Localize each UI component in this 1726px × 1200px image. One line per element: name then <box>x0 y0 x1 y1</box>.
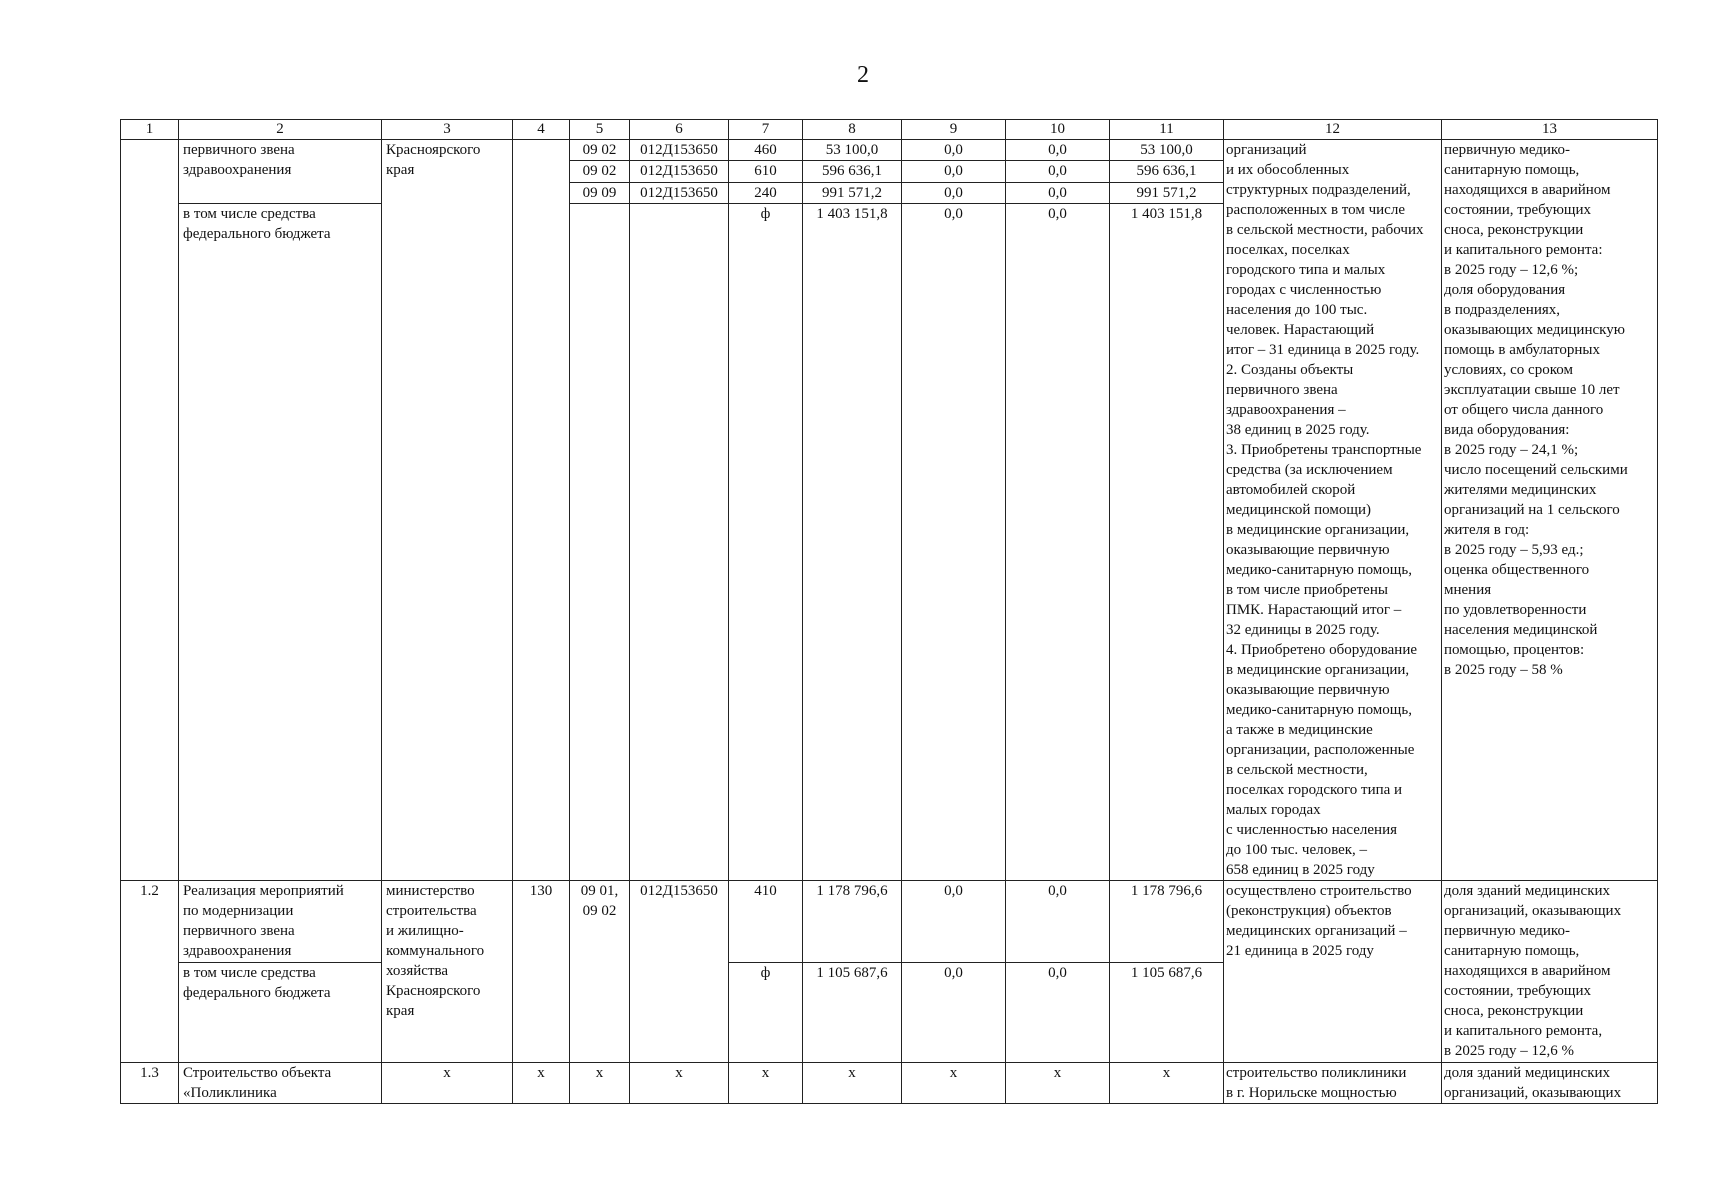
col-num: 7 <box>729 120 803 140</box>
grbs: 130 <box>513 881 570 1063</box>
value-2025: 1 178 796,6 <box>803 881 902 963</box>
value-2027: 0,0 <box>1006 182 1110 203</box>
rz-pr: 09 01, 09 02 <box>570 881 630 1063</box>
value-2025: 991 571,2 <box>803 182 902 203</box>
rz-pr: 09 09 <box>570 182 630 203</box>
csr: 012Д153650 <box>630 881 729 1063</box>
col-num: 4 <box>513 120 570 140</box>
x-mark: х <box>630 1063 729 1104</box>
item-number-cell <box>121 140 179 881</box>
x-mark: х <box>729 1063 803 1104</box>
vr: 610 <box>729 161 803 182</box>
col-num: 1 <box>121 120 179 140</box>
col-num: 12 <box>1224 120 1442 140</box>
vr: 410 <box>729 881 803 963</box>
value-2027: 0,0 <box>1006 881 1110 963</box>
indicator: доля зданий медицинских организаций, оказывающих <box>1442 1063 1658 1104</box>
x-mark: х <box>902 1063 1006 1104</box>
table-row <box>121 1063 1658 1104</box>
csr <box>630 204 729 881</box>
federal-budget-label: в том числе средства федерального бюджета <box>179 963 382 1063</box>
value-total: 596 636,1 <box>1110 161 1224 182</box>
vr: ф <box>729 963 803 1063</box>
item-name: Реализация мероприятий по модернизации первичного звена здравоохранения <box>179 881 382 963</box>
expected-result: осуществлено строительство (реконструкция) объектов медицинских организаций – 21 единица в 2025 году <box>1224 881 1442 1063</box>
value-2027: 0,0 <box>1006 963 1110 1063</box>
table-row <box>121 140 1658 161</box>
col-num: 3 <box>382 120 513 140</box>
item-name: Строительство объекта «Поликлиника <box>179 1063 382 1104</box>
indicator: первичную медико- санитарную помощь, находящихся в аварийном состоянии, требующих сноса, реконструкции и капитального ремонта: в 2025 году – 12,6 %; доля оборудования в подразделениях, оказывающих медицинскую помощь в амбулаторных условиях, со сроком эксплуатации свыше 10 лет от общего числа данного вида оборудования: в 2025 году – 24,1 %; число посещений сельскими жителями медицинских организаций на 1 сельского жителя в год: в 2025 году – 5,93 ед.; оценка общественного мнения по удовлетворенности населения медицинской помощью, процентов: в 2025 году – 58 % <box>1442 140 1658 881</box>
rz-pr: 09 02 <box>570 140 630 161</box>
x-mark: х <box>803 1063 902 1104</box>
rz-pr <box>570 204 630 881</box>
table-row <box>121 881 1658 963</box>
col-num: 11 <box>1110 120 1224 140</box>
grbs-cell <box>513 140 570 881</box>
value-2026: 0,0 <box>902 182 1006 203</box>
value-2025: 53 100,0 <box>803 140 902 161</box>
value-2026: 0,0 <box>902 881 1006 963</box>
value-2026: 0,0 <box>902 161 1006 182</box>
x-mark: х <box>382 1063 513 1104</box>
vr: 240 <box>729 182 803 203</box>
program-table <box>120 119 1658 1104</box>
value-2026: 0,0 <box>902 140 1006 161</box>
expected-result: строительство поликлиники в г. Норильске мощностью <box>1224 1063 1442 1104</box>
executor: министерство строительства и жилищно- коммунального хозяйства Красноярского края <box>382 881 513 1063</box>
indicator: доля зданий медицинских организаций, оказывающих первичную медико- санитарную помощь, находящихся в аварийном состоянии, требующих сноса, реконструкции и капитального ремонта, в 2025 году – 12,6 % <box>1442 881 1658 1063</box>
value-2025: 1 403 151,8 <box>803 204 902 881</box>
value-2025: 596 636,1 <box>803 161 902 182</box>
csr: 012Д153650 <box>630 140 729 161</box>
x-mark: х <box>513 1063 570 1104</box>
value-total: 53 100,0 <box>1110 140 1224 161</box>
page-number: 2 <box>857 62 869 88</box>
col-num: 10 <box>1006 120 1110 140</box>
value-total: 1 403 151,8 <box>1110 204 1224 881</box>
csr: 012Д153650 <box>630 161 729 182</box>
x-mark: х <box>1110 1063 1224 1104</box>
item-number: 1.2 <box>121 881 179 1063</box>
csr: 012Д153650 <box>630 182 729 203</box>
col-num: 6 <box>630 120 729 140</box>
value-2025: 1 105 687,6 <box>803 963 902 1063</box>
rz-pr: 09 02 <box>570 161 630 182</box>
value-total: 991 571,2 <box>1110 182 1224 203</box>
col-num: 9 <box>902 120 1006 140</box>
item-name: первичного звена здравоохранения <box>179 140 382 204</box>
value-2027: 0,0 <box>1006 140 1110 161</box>
col-num: 8 <box>803 120 902 140</box>
value-total: 1 105 687,6 <box>1110 963 1224 1063</box>
value-2026: 0,0 <box>902 963 1006 1063</box>
x-mark: х <box>1006 1063 1110 1104</box>
value-2027: 0,0 <box>1006 204 1110 881</box>
executor: Красноярского края <box>382 140 513 881</box>
federal-budget-label: в том числе средства федерального бюджета <box>179 204 382 881</box>
value-2027: 0,0 <box>1006 161 1110 182</box>
item-number: 1.3 <box>121 1063 179 1104</box>
vr: 460 <box>729 140 803 161</box>
value-2026: 0,0 <box>902 204 1006 881</box>
col-num: 13 <box>1442 120 1658 140</box>
col-num: 2 <box>179 120 382 140</box>
expected-result: организаций и их обособленных структурных подразделений, расположенных в том числе в сельской местности, рабочих поселках, поселках городского типа и малых городах с численностью населения до 100 тыс. человек. Нарастающий итог – 31 единица в 2025 году. 2. Созданы объекты первичного звена здравоохранения – 38 единиц в 2025 году. 3. Приобретены транспортные средства (за исключением автомобилей скорой медицинской помощи) в медицинские организации, оказывающие первичную медико-санитарную помощь, в том числе приобретены ПМК. Нарастающий итог – 32 единицы в 2025 году. 4. Приобретено оборудование в медицинские организации, оказывающие первичную медико-санитарную помощь, а также в медицинские организации, расположенные в сельской местности, поселках городского типа и малых городах с численностью населения до 100 тыс. человек, – 658 единиц в 2025 году <box>1224 140 1442 881</box>
value-total: 1 178 796,6 <box>1110 881 1224 963</box>
column-number-row <box>121 120 1658 140</box>
vr: ф <box>729 204 803 881</box>
x-mark: х <box>570 1063 630 1104</box>
col-num: 5 <box>570 120 630 140</box>
